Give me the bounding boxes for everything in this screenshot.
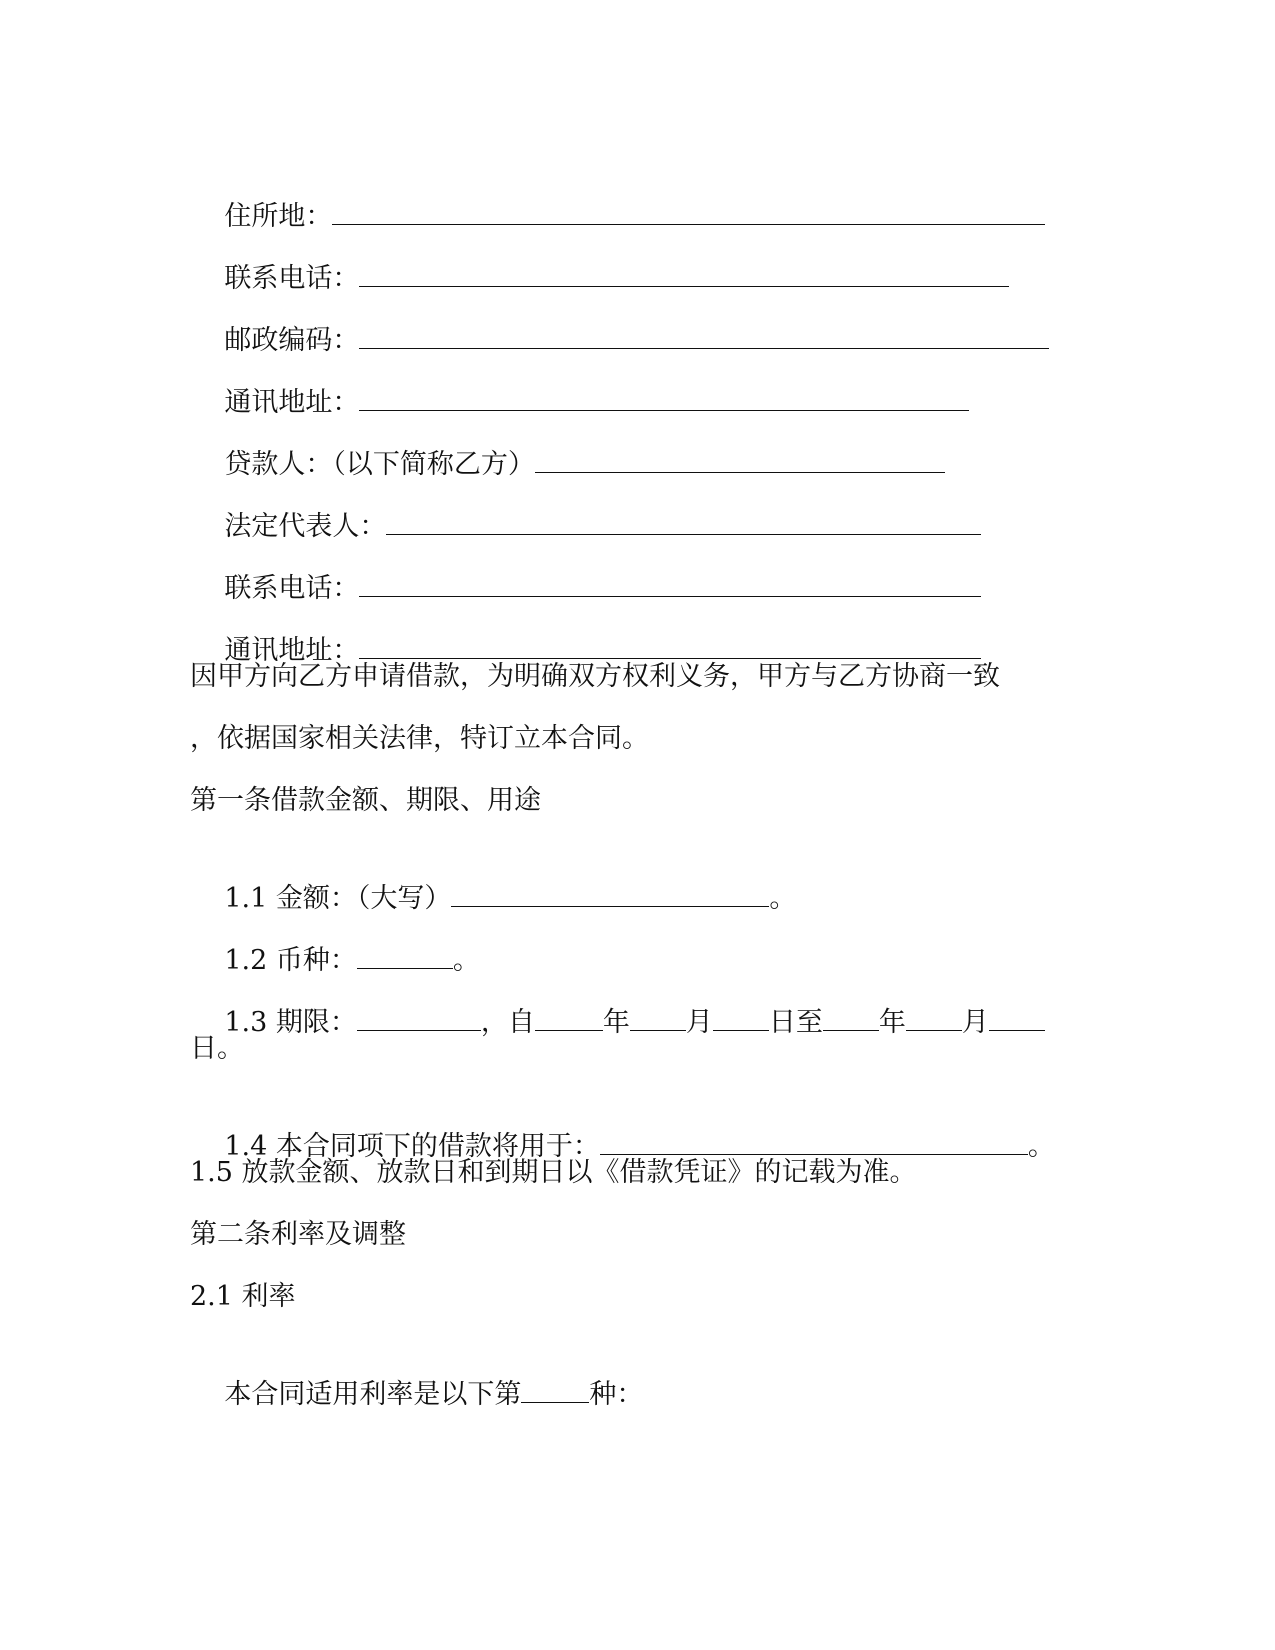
amount-field[interactable]	[451, 882, 769, 907]
mailing-address-label: 通讯地址：	[224, 387, 360, 418]
legal-representative-field[interactable]	[386, 510, 981, 535]
phone-field[interactable]	[359, 262, 1009, 287]
residence-line	[190, 163, 1045, 232]
mailing-address-line	[190, 349, 969, 418]
postcode-line	[190, 287, 1049, 356]
legal-representative-line	[190, 473, 981, 542]
start-month-unit: 月	[685, 1007, 713, 1038]
amount-label: 1.1 金额：（大写）	[224, 883, 452, 914]
mailing-address-field[interactable]	[359, 386, 969, 411]
item-1-3	[190, 969, 1045, 1038]
item-1-2	[190, 907, 480, 976]
item-2-1: 2.1 利率	[190, 1281, 296, 1312]
paragraph-line-2: ，依据国家相关法律，特订立本合同。	[190, 723, 649, 754]
term-from-text: ，自	[480, 1007, 535, 1038]
paragraph-line-1: 因甲方向乙方申请借款，为明确双方权利义务，甲方与乙方协商一致	[190, 661, 1000, 692]
rate-choice-label: 本合同适用利率是以下第	[224, 1379, 522, 1410]
term-field[interactable]	[357, 1006, 481, 1031]
phone-line	[190, 225, 1009, 294]
lender-address-field[interactable]	[359, 634, 981, 659]
end-year-unit: 年	[878, 1007, 906, 1038]
article-1-title: 第一条借款金额、期限、用途	[190, 785, 541, 816]
lender-phone-field[interactable]	[359, 572, 981, 597]
item-1-5: 1.5 放款金额、放款日和到期日以《借款凭证》的记载为准。	[190, 1157, 917, 1188]
amount-suffix: 。	[769, 883, 797, 914]
end-year-field[interactable]	[823, 1006, 879, 1031]
residence-field[interactable]	[332, 200, 1045, 225]
end-month-field[interactable]	[906, 1006, 962, 1031]
lender-field[interactable]	[535, 448, 945, 473]
lender-address-label: 通讯地址：	[224, 635, 360, 666]
postcode-label: 邮政编码：	[224, 325, 360, 356]
legal-representative-label: 法定代表人：	[224, 511, 387, 542]
end-day-field[interactable]	[989, 1006, 1045, 1031]
residence-label: 住所地：	[224, 201, 333, 232]
postcode-field[interactable]	[359, 324, 1049, 349]
end-month-unit: 月	[961, 1007, 989, 1038]
item-1-4	[190, 1093, 1055, 1162]
lender-address-line	[190, 597, 981, 666]
start-year-field[interactable]	[535, 1006, 603, 1031]
purpose-field[interactable]	[600, 1130, 1028, 1155]
term-label: 1.3 期限：	[224, 1007, 357, 1038]
purpose-suffix: 。	[1027, 1131, 1055, 1162]
lender-label: 贷款人：（以下简称乙方）	[224, 449, 535, 480]
lender-phone-line	[190, 535, 981, 604]
item-1-3-continued: 日。	[190, 1033, 244, 1064]
start-day-to-text: 日至	[768, 1007, 823, 1038]
rate-choice-suffix: 种：	[589, 1379, 644, 1410]
item-1-1	[190, 845, 797, 914]
start-day-field[interactable]	[713, 1006, 769, 1031]
rate-choice-field[interactable]	[521, 1378, 589, 1403]
currency-suffix: 。	[452, 945, 480, 976]
currency-label: 1.2 币种：	[224, 945, 357, 976]
start-month-field[interactable]	[630, 1006, 686, 1031]
purpose-label: 1.4 本合同项下的借款将用于：	[224, 1131, 600, 1162]
lender-phone-label: 联系电话：	[224, 573, 360, 604]
lender-line	[190, 411, 945, 480]
phone-label: 联系电话：	[224, 263, 360, 294]
start-year-unit: 年	[602, 1007, 630, 1038]
article-2-title: 第二条利率及调整	[190, 1219, 406, 1250]
currency-field[interactable]	[357, 944, 453, 969]
rate-choice-line	[190, 1341, 644, 1410]
